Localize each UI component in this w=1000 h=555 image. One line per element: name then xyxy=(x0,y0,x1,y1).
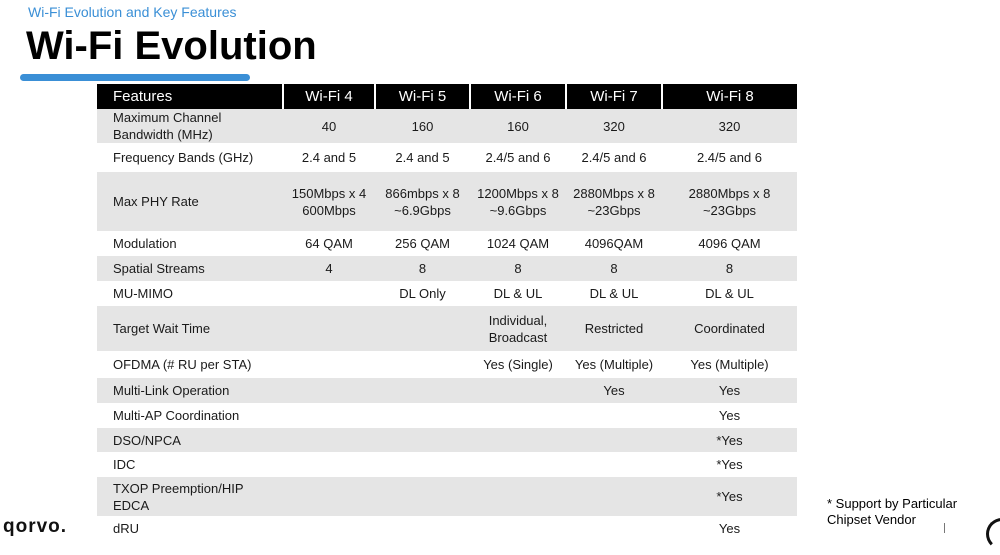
feature-name-cell: Multi-Link Operation xyxy=(97,378,283,403)
table-row xyxy=(97,143,797,172)
table-row xyxy=(97,516,797,541)
table-row xyxy=(97,172,797,231)
value-cell: 1200Mbps x 8 ~9.6Gbps xyxy=(470,172,566,231)
feature-name-cell: Modulation xyxy=(97,231,283,256)
value-cell: Yes xyxy=(662,516,797,541)
value-cell: 256 QAM xyxy=(375,231,470,256)
feature-name-cell: IDC xyxy=(97,452,283,477)
value-cell: DL & UL xyxy=(470,281,566,306)
feature-name-cell: Target Wait Time xyxy=(97,306,283,351)
value-cell xyxy=(566,516,662,541)
value-cell: 2880Mbps x 8 ~23Gbps xyxy=(662,172,797,231)
value-cell xyxy=(375,306,470,351)
value-cell: Yes xyxy=(662,403,797,428)
value-cell xyxy=(375,351,470,378)
value-cell xyxy=(283,351,375,378)
feature-name-cell: MU-MIMO xyxy=(97,281,283,306)
value-cell: Yes (Single) xyxy=(470,351,566,378)
value-cell xyxy=(470,452,566,477)
value-cell xyxy=(375,403,470,428)
value-cell: 2.4 and 5 xyxy=(283,143,375,172)
value-cell xyxy=(375,378,470,403)
table-row xyxy=(97,403,797,428)
table-row xyxy=(97,477,797,516)
header-wifi7: Wi-Fi 7 xyxy=(566,84,662,109)
value-cell: 8 xyxy=(375,256,470,281)
value-cell xyxy=(283,516,375,541)
feature-name-cell: Maximum Channel Bandwidth (MHz) xyxy=(97,109,283,143)
value-cell xyxy=(470,516,566,541)
value-cell xyxy=(470,428,566,452)
value-cell xyxy=(566,428,662,452)
value-cell xyxy=(283,477,375,516)
value-cell: 2.4/5 and 6 xyxy=(662,143,797,172)
header-features: Features xyxy=(97,84,283,109)
value-cell: 4096 QAM xyxy=(662,231,797,256)
value-cell: 320 xyxy=(566,109,662,143)
value-cell: DL & UL xyxy=(662,281,797,306)
value-cell: 40 xyxy=(283,109,375,143)
value-cell xyxy=(375,452,470,477)
value-cell: 320 xyxy=(662,109,797,143)
value-cell: 4 xyxy=(283,256,375,281)
value-cell: Yes (Multiple) xyxy=(566,351,662,378)
value-cell: 150Mbps x 4 600Mbps xyxy=(283,172,375,231)
value-cell: 64 QAM xyxy=(283,231,375,256)
value-cell: 1024 QAM xyxy=(470,231,566,256)
value-cell: *Yes xyxy=(662,477,797,516)
value-cell xyxy=(375,428,470,452)
value-cell: Yes xyxy=(662,378,797,403)
header-wifi6: Wi-Fi 6 xyxy=(470,84,566,109)
table-row xyxy=(97,351,797,378)
vendor-footnote: * Support by Particular Chipset Vendor xyxy=(827,496,958,527)
header-wifi8: Wi-Fi 8 xyxy=(662,84,797,109)
value-cell xyxy=(283,306,375,351)
value-cell xyxy=(283,452,375,477)
value-cell: Yes xyxy=(566,378,662,403)
value-cell xyxy=(375,477,470,516)
value-cell xyxy=(470,403,566,428)
value-cell xyxy=(283,403,375,428)
header-wifi4: Wi-Fi 4 xyxy=(283,84,375,109)
value-cell: 2.4/5 and 6 xyxy=(470,143,566,172)
value-cell: 2880Mbps x 8 ~23Gbps xyxy=(566,172,662,231)
table-row xyxy=(97,428,797,452)
table-header-row xyxy=(97,84,797,109)
title-underline xyxy=(20,74,250,81)
value-cell xyxy=(470,477,566,516)
value-cell xyxy=(375,516,470,541)
table-row xyxy=(97,231,797,256)
value-cell: Yes (Multiple) xyxy=(662,351,797,378)
value-cell: 2.4 and 5 xyxy=(375,143,470,172)
value-cell xyxy=(566,403,662,428)
features-table xyxy=(97,84,797,541)
value-cell: DL Only xyxy=(375,281,470,306)
value-cell xyxy=(566,452,662,477)
value-cell xyxy=(470,378,566,403)
value-cell: 8 xyxy=(566,256,662,281)
value-cell: DL & UL xyxy=(566,281,662,306)
feature-name-cell: Multi-AP Coordination xyxy=(97,403,283,428)
feature-name-cell: dRU xyxy=(97,516,283,541)
feature-name-cell: Frequency Bands (GHz) xyxy=(97,143,283,172)
feature-name-cell: Spatial Streams xyxy=(97,256,283,281)
value-cell xyxy=(283,281,375,306)
value-cell: 8 xyxy=(662,256,797,281)
table-row xyxy=(97,452,797,477)
feature-name-cell: TXOP Preemption/HIP EDCA xyxy=(97,477,283,516)
value-cell: 4096QAM xyxy=(566,231,662,256)
page-title: Wi-Fi Evolution xyxy=(26,24,317,68)
value-cell: 8 xyxy=(470,256,566,281)
feature-name-cell: Max PHY Rate xyxy=(97,172,283,231)
value-cell: Coordinated xyxy=(662,306,797,351)
value-cell: Restricted xyxy=(566,306,662,351)
table-row xyxy=(97,378,797,403)
header-wifi5: Wi-Fi 5 xyxy=(375,84,470,109)
company-logo: qorvo. xyxy=(3,516,68,537)
table-row xyxy=(97,109,797,143)
value-cell: 160 xyxy=(470,109,566,143)
feature-name-cell: DSO/NPCA xyxy=(97,428,283,452)
value-cell: *Yes xyxy=(662,452,797,477)
value-cell: 160 xyxy=(375,109,470,143)
table-row xyxy=(97,306,797,351)
value-cell: 2.4/5 and 6 xyxy=(566,143,662,172)
value-cell xyxy=(283,378,375,403)
breadcrumb: Wi-Fi Evolution and Key Features xyxy=(28,4,237,20)
value-cell: 866mbps x 8 ~6.9Gbps xyxy=(375,172,470,231)
feature-name-cell: OFDMA (# RU per STA) xyxy=(97,351,283,378)
table-row xyxy=(97,281,797,306)
value-cell xyxy=(283,428,375,452)
value-cell xyxy=(566,477,662,516)
table-row xyxy=(97,256,797,281)
value-cell: *Yes xyxy=(662,428,797,452)
divider xyxy=(944,523,945,533)
value-cell: Individual, Broadcast xyxy=(470,306,566,351)
